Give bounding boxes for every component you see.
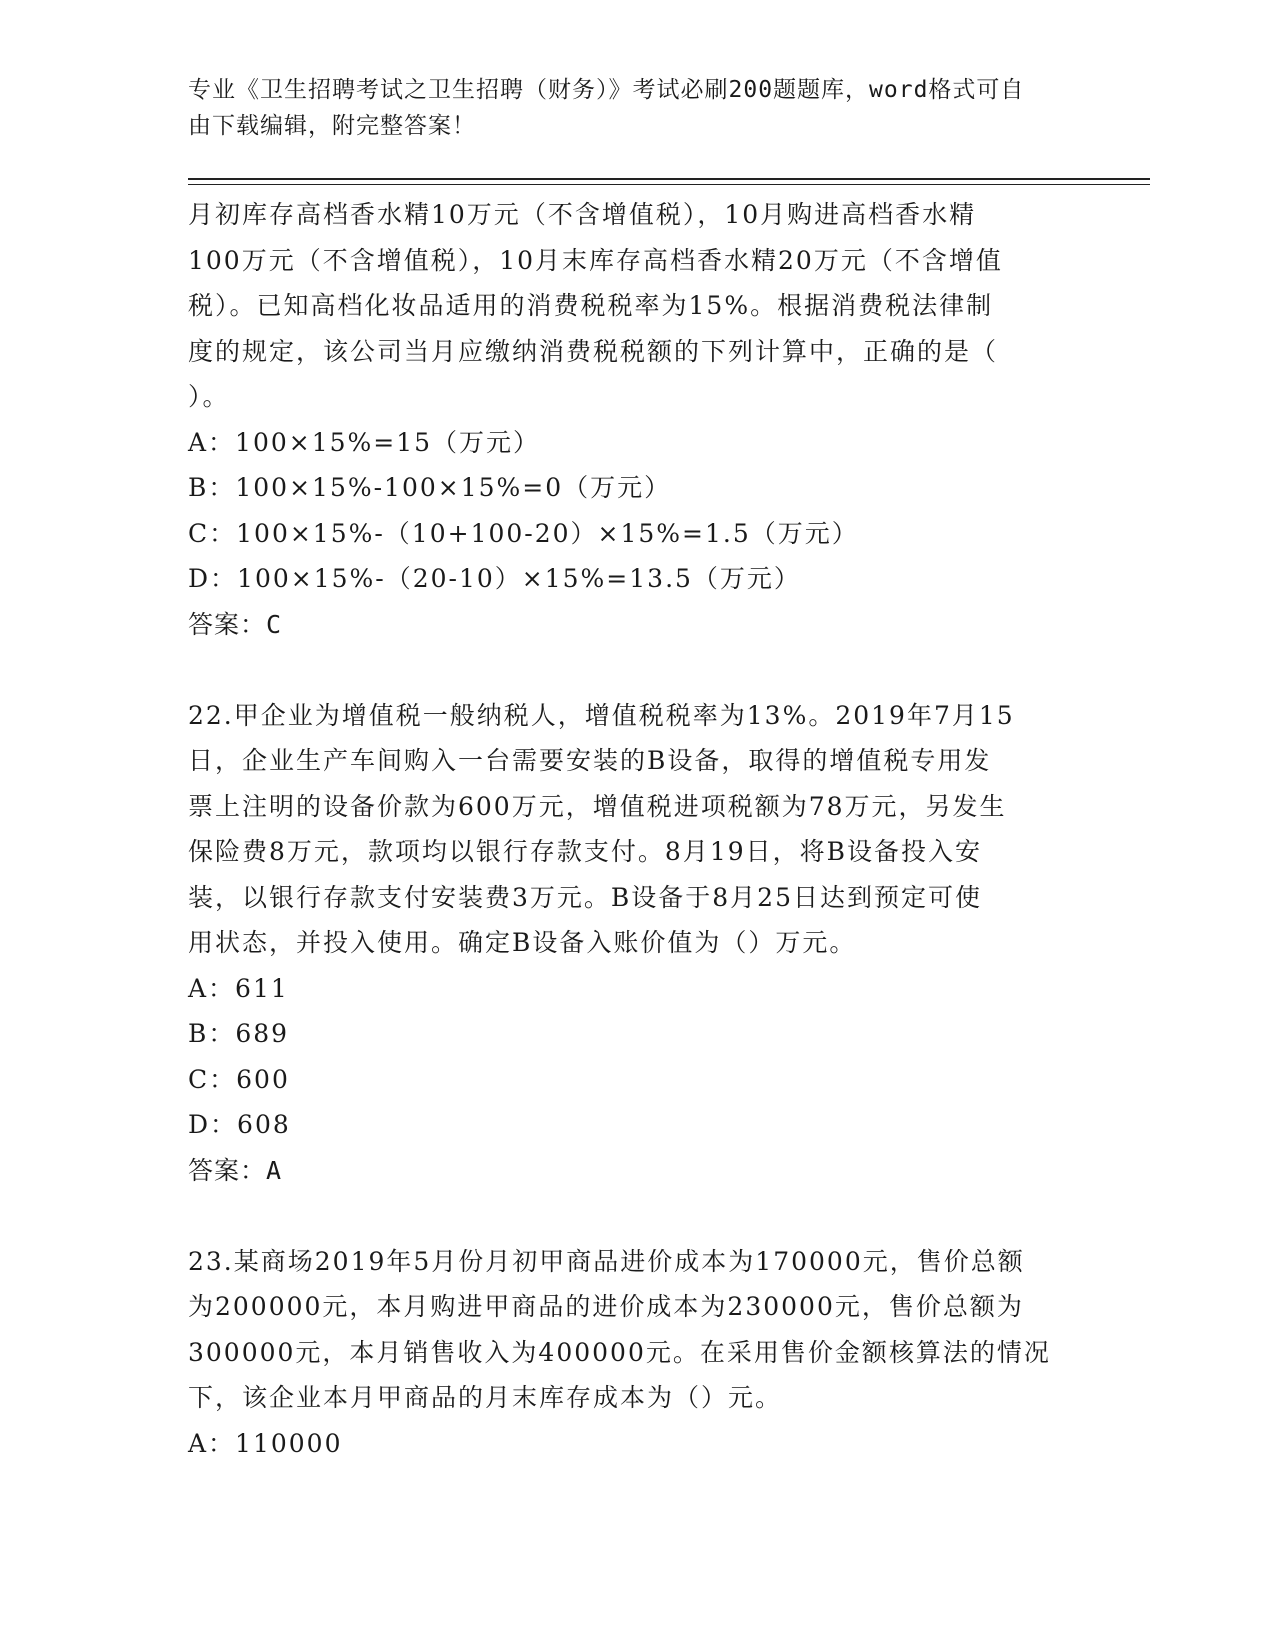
question-content <box>188 192 1088 1466</box>
header-line-1: 专业《卫生招聘考试之卫生招聘（财务）》考试必刷200题题库，word格式可自 <box>188 77 1025 103</box>
question-text-line: 票上注明的设备价款为600万元，增值税进项税额为78万元，另发生 <box>188 791 1007 821</box>
question-text-line: 税）。已知高档化妆品适用的消费税税率为15%。根据消费税法律制 <box>188 291 994 320</box>
answer-line: 答案：C <box>188 609 283 639</box>
question-text-line: 22.甲企业为增值税一般纳税人，增值税税率为13%。2019年7月15 <box>188 700 1015 730</box>
question-text-line: 为200000元，本月购进甲商品的进价成本为230000元，售价总额为 <box>188 1292 1024 1321</box>
question-text-line: 装，以银行存款支付安装费3万元。B设备于8月25日达到预定可使 <box>188 882 982 912</box>
question-text-line: 下，该企业本月甲商品的月末库存成本为（）元。 <box>188 1383 783 1412</box>
question-text-line: 用状态，并投入使用。确定B设备入账价值为（）万元。 <box>188 928 857 957</box>
question-23 <box>188 1239 1088 1467</box>
option-a: A：611 <box>188 973 289 1003</box>
option-c: C：100×15%-（10+100-20）×15%=1.5（万元） <box>188 518 859 548</box>
option-a: A：110000 <box>188 1428 343 1458</box>
option-b: B：689 <box>188 1019 290 1048</box>
document-header <box>188 72 1068 144</box>
option-b: B：100×15%-100×15%=0（万元） <box>188 473 672 502</box>
question-text-line: 日，企业生产车间购入一台需要安装的B设备，取得的增值税专用发 <box>188 746 992 775</box>
question-spacer <box>188 1193 1088 1239</box>
option-c: C：600 <box>188 1064 290 1094</box>
header-divider-thin <box>188 184 1150 185</box>
question-spacer <box>188 647 1088 693</box>
question-text-line: 月初库存高档香水精10万元（不含增值税），10月购进高档香水精 <box>188 200 977 229</box>
question-text-line: 100万元（不含增值税），10月末库存高档香水精20万元（不含增值 <box>188 245 1003 275</box>
question-text-line: 保险费8万元，款项均以银行存款支付。8月19日，将B设备投入安 <box>188 837 982 866</box>
question-21 <box>188 192 1088 647</box>
question-text-line: 度的规定，该公司当月应缴纳消费税税额的下列计算中，正确的是（ <box>188 336 999 366</box>
question-text-line: 23.某商场2019年5月份月初甲商品进价成本为170000元，售价总额 <box>188 1246 1025 1276</box>
option-d: D：608 <box>188 1110 291 1139</box>
option-a: A：100×15%=15（万元） <box>188 427 541 457</box>
question-22 <box>188 693 1088 1194</box>
option-d: D：100×15%-（20-10）×15%=13.5（万元） <box>188 564 801 593</box>
header-line-2: 由下载编辑，附完整答案！ <box>188 113 476 139</box>
question-text-line: ）。 <box>188 382 230 411</box>
answer-line: 答案：A <box>188 1155 283 1185</box>
question-text-line: 300000元，本月销售收入为400000元。在采用售价金额核算法的情况 <box>188 1337 1051 1367</box>
header-divider-thick <box>188 178 1150 180</box>
